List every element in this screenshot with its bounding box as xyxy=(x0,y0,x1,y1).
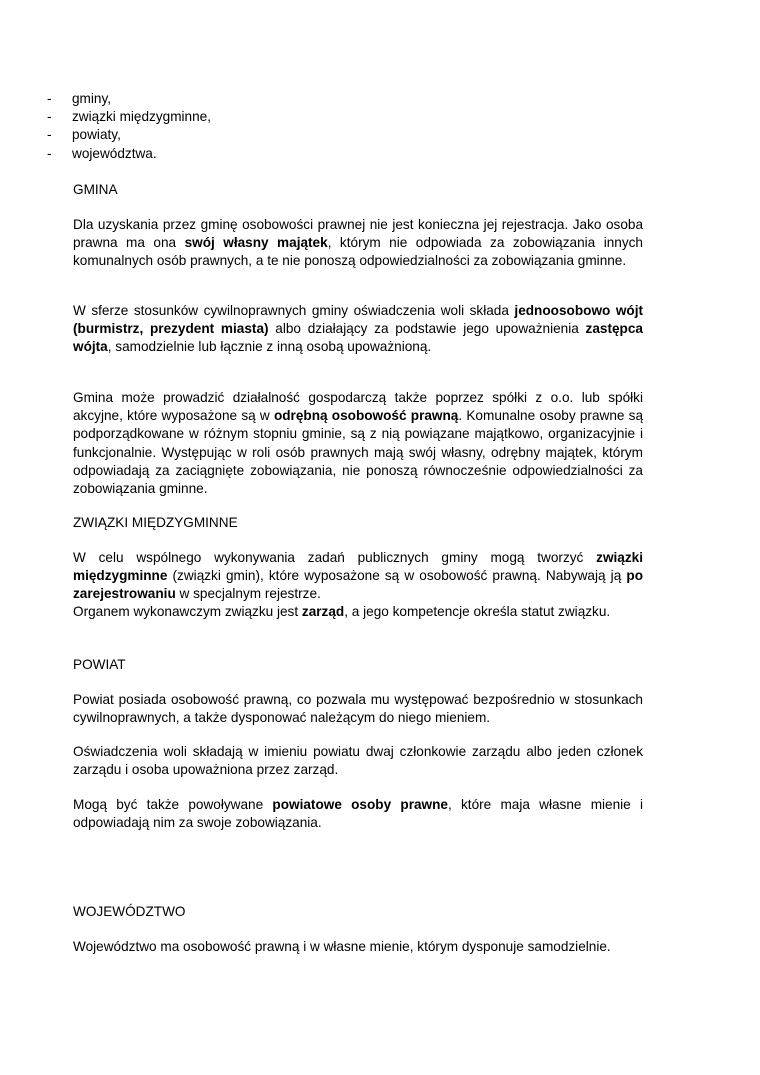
bold-term: związki międzygminne xyxy=(73,550,643,584)
bold-term: po zarejestrowaniu xyxy=(73,568,643,602)
paragraph xyxy=(73,216,643,271)
text-run: Organem wykonawczym związku jest xyxy=(73,604,302,619)
list-item: - związki międzygminne, xyxy=(47,109,212,125)
section-heading-zwiazki: ZWIĄZKI MIĘDZYGMINNE xyxy=(73,515,238,530)
text-run: , a jego kompetencje określa statut związku. xyxy=(344,604,611,619)
text-run: Województwo ma osobowość prawną i w własne mienie, którym dysponuje samodzielnie. xyxy=(73,939,611,954)
text-run: , które maja własne mienie i odpowiadają nim za swoje zobowiązania. xyxy=(73,797,643,831)
text-run: Oświadczenia woli składają w imieniu powiatu dwaj członkowie zarządu albo jeden członek zarządu i osoba upoważniona przez zarząd. xyxy=(73,744,643,778)
text-run: w specjalnym rejestrze. xyxy=(175,586,321,602)
bold-term: powiatowe osoby prawne xyxy=(272,797,448,812)
bold-term: swój własny majątek xyxy=(184,235,328,251)
paragraph xyxy=(73,603,643,621)
text-run: Gmina może prowadzić działalność gospodarczą także poprzez spółki z o.o. lub spółki akcyjne, które wyposażone są w xyxy=(73,390,643,424)
text-run: . Komunalne osoby prawne są podporządkowane w różnym stopniu gminie, są z nią powiązane majątkowo, organizacyjnie i funkcjonalnie. Występując w roli osób prawnych mają swój własny, odrębny majątek, którym odpowiadają za zaciągnięte zobowiązania, nie ponoszą równocześnie odpowiedzialności za zobowiązania gminne. xyxy=(73,408,644,497)
bold-term: odrębną osobowość prawną xyxy=(273,408,459,424)
bold-term: zarząd xyxy=(301,604,345,619)
paragraph xyxy=(73,549,643,604)
bold-term: jednoosobowo wójt (burmistrz, prezydent miasta) xyxy=(73,303,644,337)
text-run: , samodzielnie lub łącznie z inną osobą upoważnioną. xyxy=(107,339,432,355)
list-item: - województwa. xyxy=(47,145,157,161)
text-run: Mogą być także powoływane xyxy=(73,797,273,812)
section-heading-powiat: POWIAT xyxy=(73,657,126,672)
paragraph xyxy=(73,938,643,956)
text-run: Powiat posiada osobowość prawną, co pozwala mu występować bezpośrednio w stosunkach cywilnoprawnych, a także dysponować należącym do niego mieniem. xyxy=(73,692,643,726)
paragraph xyxy=(73,691,643,727)
text-run: (związki gmin), które wyposażone są w osobowość prawną. Nabywają ją xyxy=(167,568,627,584)
text-run: Dla uzyskania przez gminę osobowości prawnej nie jest konieczna jej rejestracja. Jako osoba prawna ma ona xyxy=(73,217,643,251)
text-run: W celu wspólnego wykonywania zadań publicznych gminy mogą tworzyć xyxy=(73,550,597,565)
entity-list xyxy=(47,90,347,163)
text-run: albo działający za podstawie jego upoważnienia xyxy=(268,321,586,337)
list-item: - gminy, xyxy=(47,91,112,106)
text-run: , którym nie odpowiada za zobowiązania innych komunalnych osób prawnych, a te nie ponoszą odpowiedzialności za zobowiązania gminne. xyxy=(73,235,643,269)
paragraph xyxy=(73,302,643,357)
paragraph xyxy=(73,389,643,498)
paragraph xyxy=(73,796,643,832)
paragraph xyxy=(73,743,643,779)
list-item: - powiaty, xyxy=(47,127,121,143)
section-heading-gmina: GMINA xyxy=(73,182,118,197)
text-run: W sferze stosunków cywilnoprawnych gminy oświadczenia woli składa xyxy=(73,303,515,318)
bold-term: zastępca wójta xyxy=(73,321,643,355)
section-heading-wojewodztwo: WOJEWÓDZTWO xyxy=(73,904,186,919)
